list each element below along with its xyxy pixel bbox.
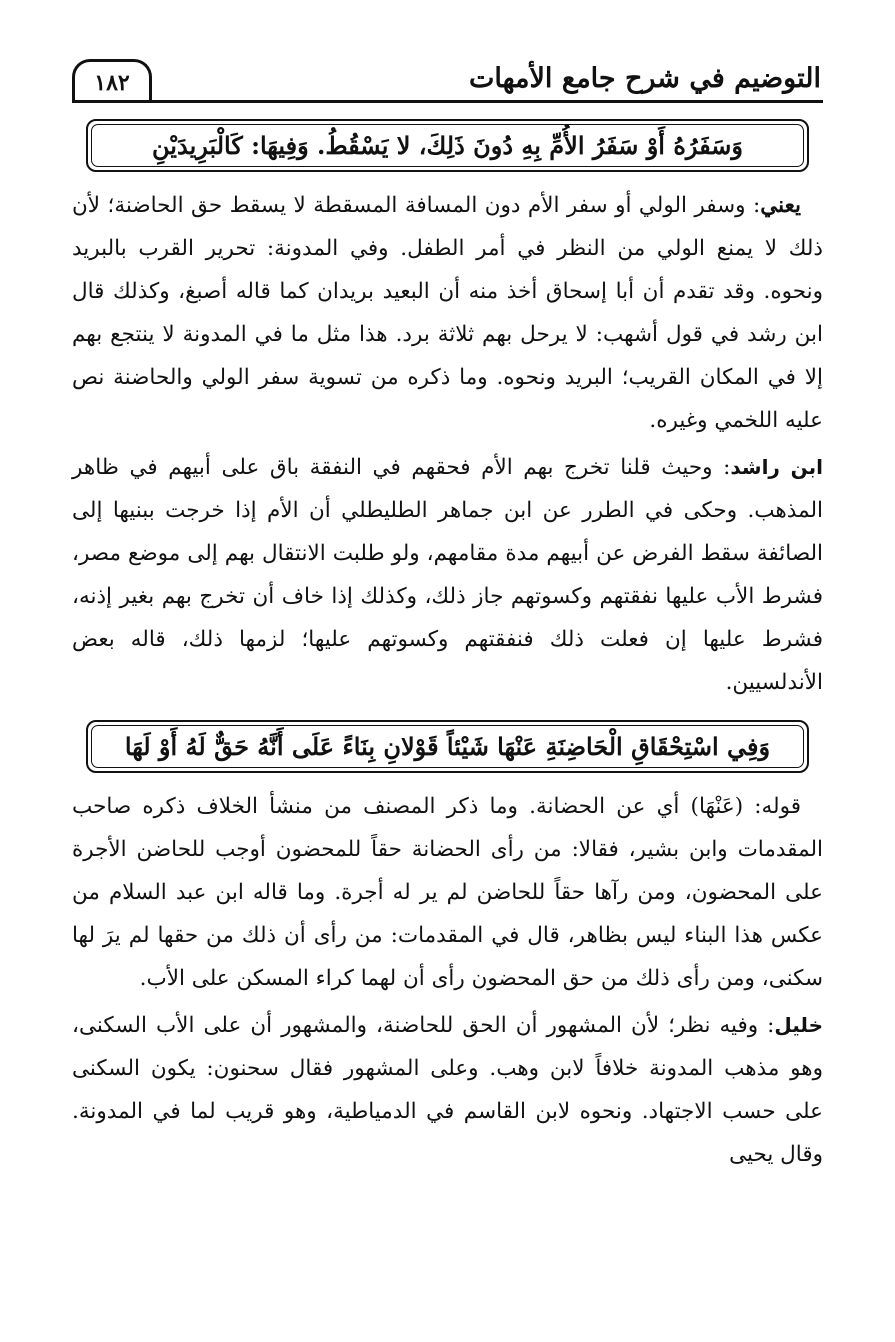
paragraph-text-4: : وفيه نظر؛ لأن المشهور أن الحق للحاضنة، والمشهور أن على الأب السكنى، وهو مذهب المدونة خلافاً لابن وهب. وعلى المشهور فقال سحنون: يكون السكنى على حسب الاجتهاد. ونحوه لابن القاسم في الدمياطية، وهو قريب لما في المدونة. وقال يحيى xyxy=(72,1013,823,1167)
paragraph-lead-1: يعني xyxy=(760,193,801,218)
matn-text-2: وَفِي اسْتِحْقَاقِ الْحَاضِنَةِ عَنْهَا شَيْئاً قَوْلانِ بِنَاءً عَلَى أَنَّهُ حَقٌّ لَهُ أَوْ لَهَا xyxy=(91,725,804,768)
commentary-paragraph-1 xyxy=(72,184,823,442)
paragraph-lead-2: ابن راشد xyxy=(730,455,824,479)
paragraph-text-3: قوله: (عَنْهَا) أي عن الحضانة. وما ذكر المصنف من منشأ الخلاف ذكره صاحب المقدمات وابن بشير، فقالا: من رأى الحضانة حقاً للمحضون أوجب للحاضن الأجرة على المحضون، ومن رآها حقاً للحاضن لم ير له أجرة. وما قاله ابن عبد السلام من عكس هذا البناء ليس بظاهر، قال في المقدمات: من رأى أن ذلك من حقها لم يرَ لها سكنى، ومن رأى ذلك من حق المحضون رأى أن لهما كراء المسكن على الأب. xyxy=(72,794,823,991)
commentary-paragraph-4 xyxy=(72,1004,823,1176)
paragraph-text-2: : وحيث قلنا تخرج بهم الأم فحقهم في النفقة باق على أبيهم في ظاهر المذهب. وحكى في الطرر عن ابن جماهر الطليطلي أن الأم إذا خرجت ببنيها إلى الصائفة سقط الفرض عن أبيهم مدة مقامهم، ولو طلبت الانتقال بهم إلى موضع مصر، فشرط الأب عليها نفقتهم وكسوتهم جاز ذلك، وكذلك إذا خاف أن تخرج بهم بغير إذنه، فشرط عليها إن فعلت ذلك فنفقتهم وكسوتهم عليها؛ لزمها ذلك، قاله بعض الأندلسيين. xyxy=(72,455,823,695)
matn-text-1: وَسَفَرُهُ أَوْ سَفَرُ الأُمِّ بِهِ دُونَ ذَلِكَ، لا يَسْقُطُ. وَفِيهَا: كَالْبَرِيدَيْنِ xyxy=(91,124,804,167)
page-number: ١٨٢ xyxy=(72,59,152,103)
matn-box-2 xyxy=(86,720,809,773)
paragraph-text-1: : وسفر الولي أو سفر الأم دون المسافة المسقطة لا يسقط حق الحاضنة؛ لأن ذلك لا يمنع الولي من النظر في أمر الطفل. وفي المدونة: تحرير القرب بالبريد ونحوه. وقد تقدم أن أبا إسحاق أخذ منه أن البعيد بريدان كما قاله أصبغ، وكذلك قال ابن رشد في قول أشهب: لا يرحل بهم ثلاثة برد. هذا مثل ما في المدونة لا ينتجع بهم إلا في المكان القريب؛ البريد ونحوه. وما ذكره من تسوية سفر الولي والحاضنة نص عليه اللخمي وغيره. xyxy=(72,193,823,433)
commentary-paragraph-2 xyxy=(72,446,823,704)
commentary-paragraph-3 xyxy=(72,785,823,1000)
paragraph-lead-4: خليل xyxy=(774,1013,823,1037)
document-page xyxy=(72,42,823,1302)
matn-box-1 xyxy=(86,119,809,172)
page-header xyxy=(72,42,823,103)
running-title: التوضيم في شرح جامع الأمهات xyxy=(468,63,821,94)
